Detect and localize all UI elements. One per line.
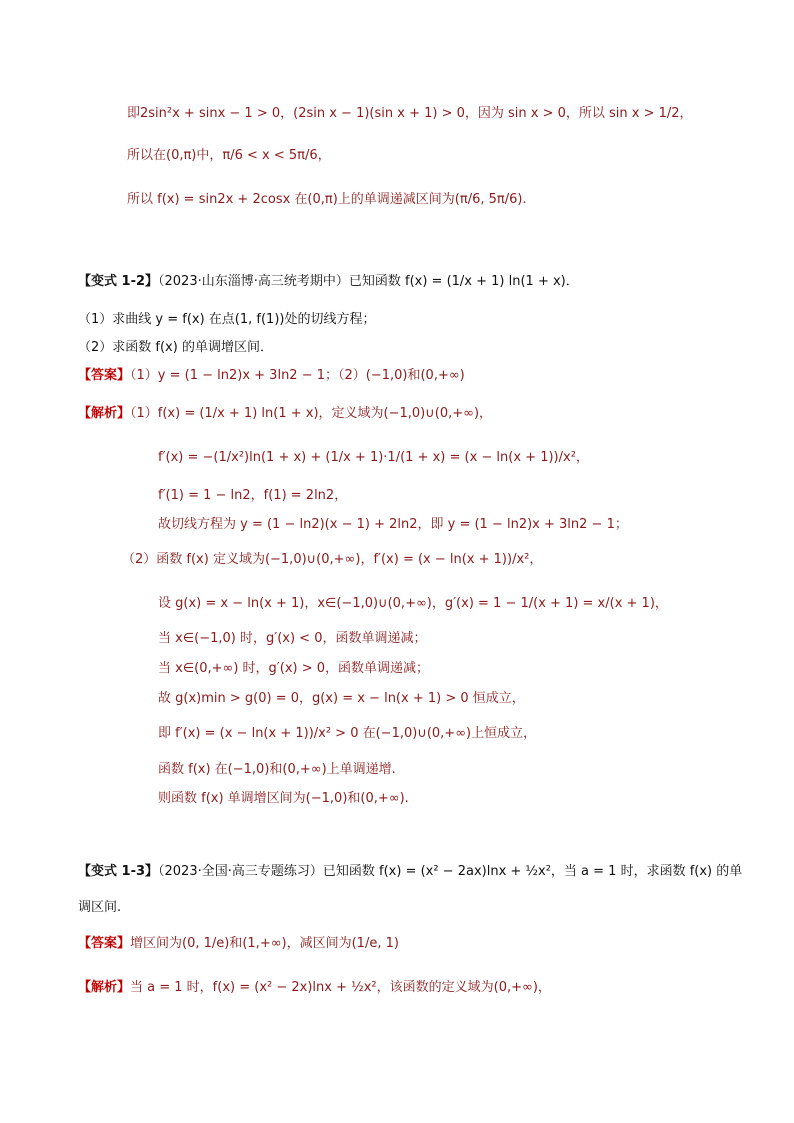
- analysis-tag: 【解析】: [78, 980, 131, 995]
- analysis-line-11: [158, 760, 396, 780]
- analysis-text: 则函数 f(x) 单调增区间为(−1,0)和(0,+∞).: [158, 791, 409, 806]
- analysis-text: 函数 f(x) 在(−1,0)和(0,+∞)上单调递增.: [158, 762, 396, 777]
- variant-header: 【变式 1-3】: [78, 864, 159, 879]
- answer-line: [78, 934, 399, 954]
- analysis-text: 即 f′(x) = (x − ln(x + 1))/x² > 0 在(−1,0)∪(0,+∞)上恒成立，: [158, 726, 537, 741]
- solution-line-2: [127, 146, 331, 166]
- analysis-line-5: [122, 550, 542, 570]
- analysis-text: f′(x) = −(1/x²)ln(1 + x) + (1/x + 1)·1/(1 + x) = (x − ln(x + 1))/x²，: [158, 450, 589, 465]
- analysis-text: f′(1) = 1 − ln2，f(1) = 2ln2，: [158, 488, 348, 503]
- text-segment: 所以在(0,π)中，π/6 < x < 5π/6，: [127, 148, 331, 163]
- variant-header: 【变式 1-2】: [78, 274, 159, 289]
- analysis-line-2: [158, 448, 589, 468]
- analysis-line-10: [158, 724, 536, 744]
- question-1: [78, 310, 375, 330]
- analysis-line-3: [158, 486, 347, 506]
- solution-line-3: [127, 190, 527, 210]
- text-segment: 即2sin²x + sinx − 1 > 0，(2sin x − 1)(sin x + 1) > 0，因为 sin x > 0，所以 sin x > 1/2，: [127, 106, 693, 121]
- analysis-line-4: [158, 515, 628, 535]
- answer-tag: 【答案】: [78, 368, 131, 383]
- analysis-line-1: [78, 978, 551, 998]
- analysis-text: 故切线方程为 y = (1 − ln2)(x − 1) + 2ln2，即 y = (1 − ln2)x + 3ln2 − 1；: [158, 517, 628, 532]
- analysis-line-12: [158, 789, 409, 809]
- question-text: （1）求曲线 y = f(x) 在点(1, f(1))处的切线方程；: [78, 312, 376, 327]
- analysis-text: 故 g(x)min > g(0) = 0，g(x) = x − ln(x + 1) > 0 恒成立，: [158, 691, 525, 706]
- variant-source: （2023·山东淄博·高三统考期中）: [158, 274, 349, 289]
- answer-tag: 【答案】: [78, 936, 131, 951]
- question-2: [78, 338, 273, 358]
- variant-1-2-stem: [78, 272, 579, 292]
- analysis-text: 设 g(x) = x − ln(x + 1)，x∈(−1,0)∪(0,+∞)，g′(x) = 1 − 1/(x + 1) = x/(x + 1)，: [158, 596, 668, 611]
- analysis-line-1: [78, 404, 492, 424]
- variant-stem: 已知函数 f(x) = (1/x + 1) ln(1 + x)．: [348, 274, 579, 289]
- variant-source: （2023·全国·高三专题练习）: [158, 864, 323, 879]
- analysis-text: （2）函数 f(x) 定义域为(−1,0)∪(0,+∞)，f′(x) = (x − ln(x + 1))/x²，: [122, 552, 543, 567]
- analysis-text: 当 a = 1 时，f(x) = (x² − 2x)lnx + ½x²，该函数的定义域为(0,+∞)，: [130, 980, 551, 995]
- analysis-text: （1）f(x) = (1/x + 1) ln(1 + x)，定义域为(−1,0)∪(0,+∞)，: [130, 406, 493, 421]
- question-text: （2）求函数 f(x) 的单调增区间．: [78, 340, 273, 355]
- variant-1-3-stem-cont: [78, 898, 121, 918]
- analysis-line-9: [158, 689, 525, 709]
- variant-stem: 已知函数 f(x) = (x² − 2ax)lnx + ½x²，当 a = 1 时，求函数 f(x) 的单: [322, 864, 743, 879]
- answer-line: [78, 366, 465, 386]
- variant-1-3-stem: [78, 862, 742, 882]
- analysis-line-7: [158, 629, 426, 649]
- analysis-text: 当 x∈(0,+∞) 时，g′(x) > 0，函数单调递减；: [158, 661, 430, 676]
- answer-text: 增区间为(0, 1/e)和(1,+∞)，减区间为(1/e, 1): [130, 936, 399, 951]
- variant-stem: 调区间.: [78, 900, 122, 915]
- analysis-tag: 【解析】: [78, 406, 131, 421]
- answer-text: （1）y = (1 − ln2)x + 3ln2 − 1；（2）(−1,0)和(0,+∞): [130, 368, 465, 383]
- analysis-line-6: [158, 594, 668, 614]
- analysis-text: 当 x∈(−1,0) 时，g′(x) < 0，函数单调递减；: [158, 631, 427, 646]
- analysis-line-8: [158, 659, 429, 679]
- solution-line-1: [127, 104, 693, 124]
- text-segment: 所以 f(x) = sin2x + 2cosx 在(0,π)上的单调递减区间为(π/6, 5π/6).: [127, 192, 527, 207]
